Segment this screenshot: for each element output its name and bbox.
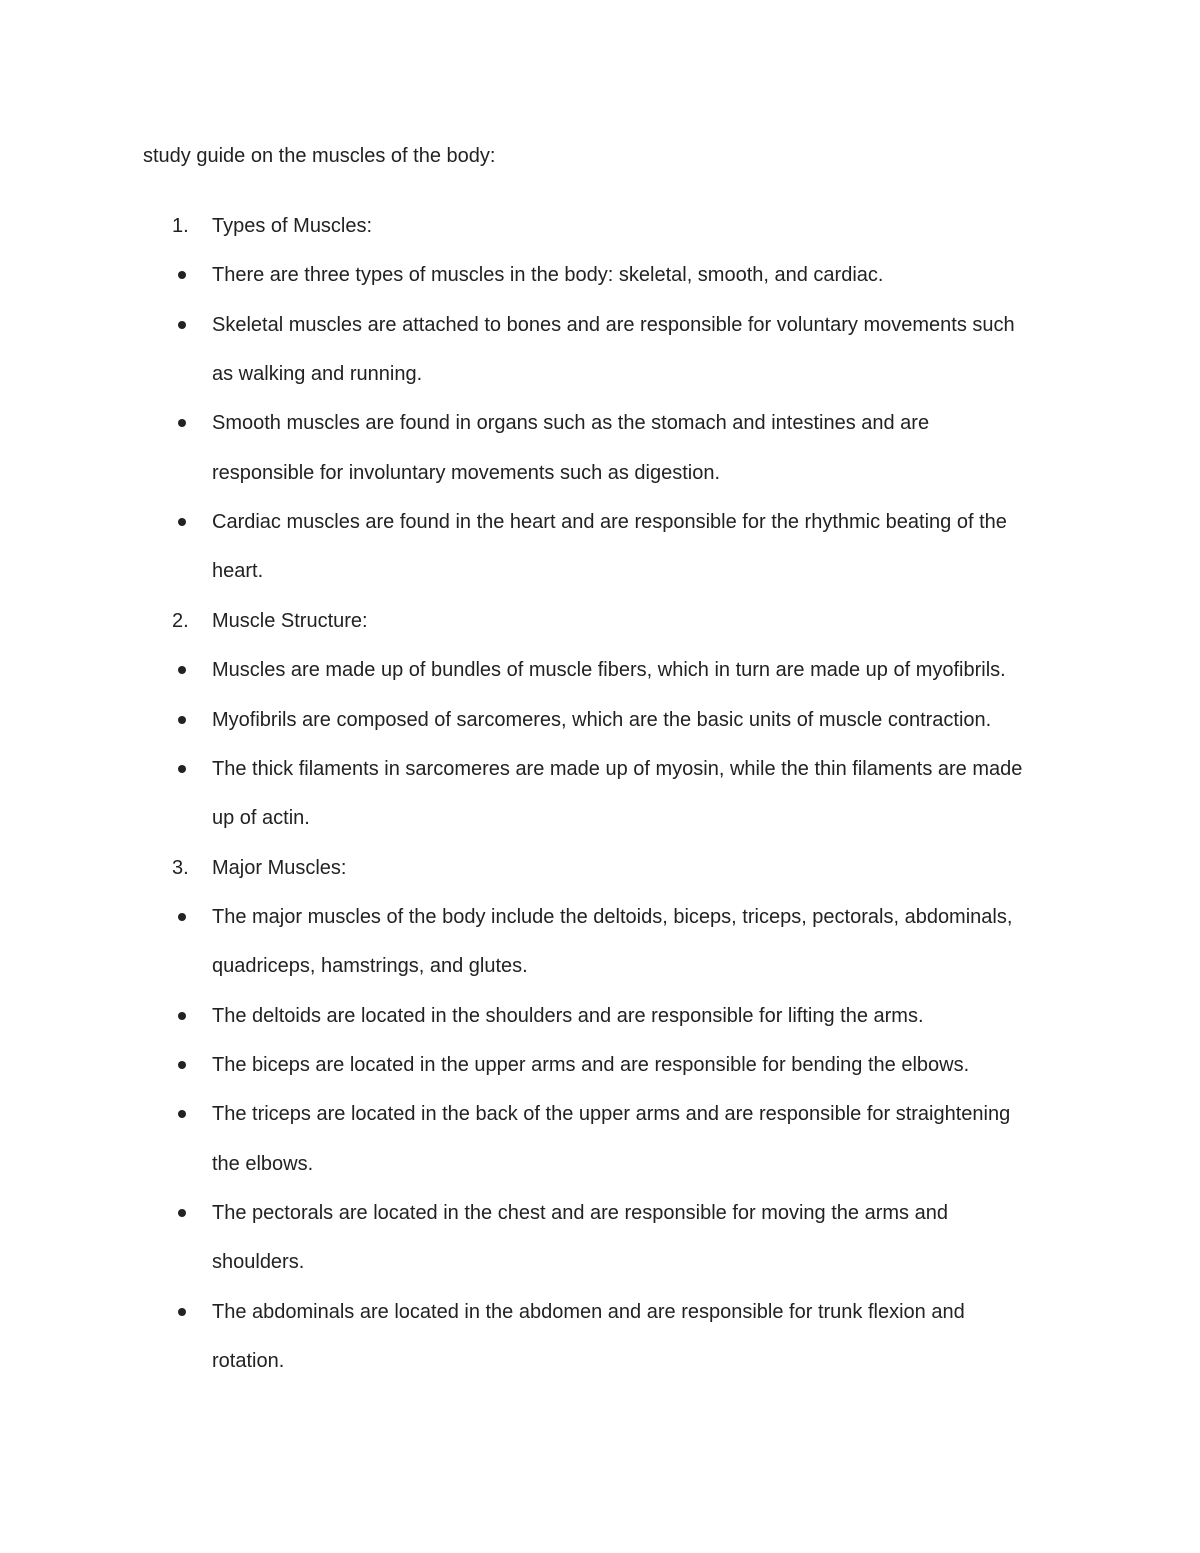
- section-number: 1.: [172, 215, 189, 237]
- bullet-text: The pectorals are located in the chest and are responsible for moving the arms and: [212, 1202, 948, 1224]
- bullet-icon: [178, 1308, 186, 1316]
- document-intro: study guide on the muscles of the body:: [143, 145, 496, 167]
- bullet-text: shoulders.: [212, 1251, 305, 1273]
- bullet-icon: [178, 419, 186, 427]
- bullet-text: Cardiac muscles are found in the heart and are responsible for the rhythmic beating of the: [212, 511, 1007, 533]
- bullet-icon: [178, 271, 186, 279]
- section-heading: Major Muscles:: [212, 857, 347, 879]
- bullet-icon: [178, 1209, 186, 1217]
- bullet-icon: [178, 666, 186, 674]
- bullet-text: Muscles are made up of bundles of muscle fibers, which in turn are made up of myofibrils.: [212, 659, 1006, 681]
- bullet-text: heart.: [212, 560, 264, 582]
- bullet-icon: [178, 321, 186, 329]
- bullet-text: up of actin.: [212, 807, 310, 829]
- bullet-text: Smooth muscles are found in organs such as the stomach and intestines and are: [212, 412, 930, 434]
- bullet-text: The triceps are located in the back of the upper arms and are responsible for straightening: [212, 1103, 1011, 1125]
- bullet-text: responsible for involuntary movements such as digestion.: [212, 462, 721, 484]
- bullet-text: The biceps are located in the upper arms and are responsible for bending the elbows.: [212, 1054, 970, 1076]
- bullet-icon: [178, 1061, 186, 1069]
- bullet-icon: [178, 913, 186, 921]
- section-number: 2.: [172, 610, 189, 632]
- bullet-icon: [178, 716, 186, 724]
- bullet-text: the elbows.: [212, 1153, 314, 1175]
- bullet-text: The major muscles of the body include the deltoids, biceps, triceps, pectorals, abdominals,: [212, 906, 1013, 928]
- bullet-icon: [178, 765, 186, 773]
- bullet-text: rotation.: [212, 1350, 285, 1372]
- bullet-text: The abdominals are located in the abdomen and are responsible for trunk flexion and: [212, 1301, 965, 1323]
- bullet-text: The thick filaments in sarcomeres are made up of myosin, while the thin filaments are made: [212, 758, 1023, 780]
- bullet-text: Skeletal muscles are attached to bones and are responsible for voluntary movements such: [212, 314, 1015, 336]
- bullet-text: The deltoids are located in the shoulders and are responsible for lifting the arms.: [212, 1005, 924, 1027]
- bullet-icon: [178, 1110, 186, 1118]
- section-number: 3.: [172, 857, 189, 879]
- bullet-icon: [178, 518, 186, 526]
- bullet-text: quadriceps, hamstrings, and glutes.: [212, 955, 528, 977]
- section-heading: Muscle Structure:: [212, 610, 368, 632]
- bullet-text: as walking and running.: [212, 363, 423, 385]
- bullet-icon: [178, 1012, 186, 1020]
- bullet-text: There are three types of muscles in the body: skeletal, smooth, and cardiac.: [212, 264, 884, 286]
- bullet-text: Myofibrils are composed of sarcomeres, which are the basic units of muscle contraction.: [212, 709, 992, 731]
- section-heading: Types of Muscles:: [212, 215, 373, 237]
